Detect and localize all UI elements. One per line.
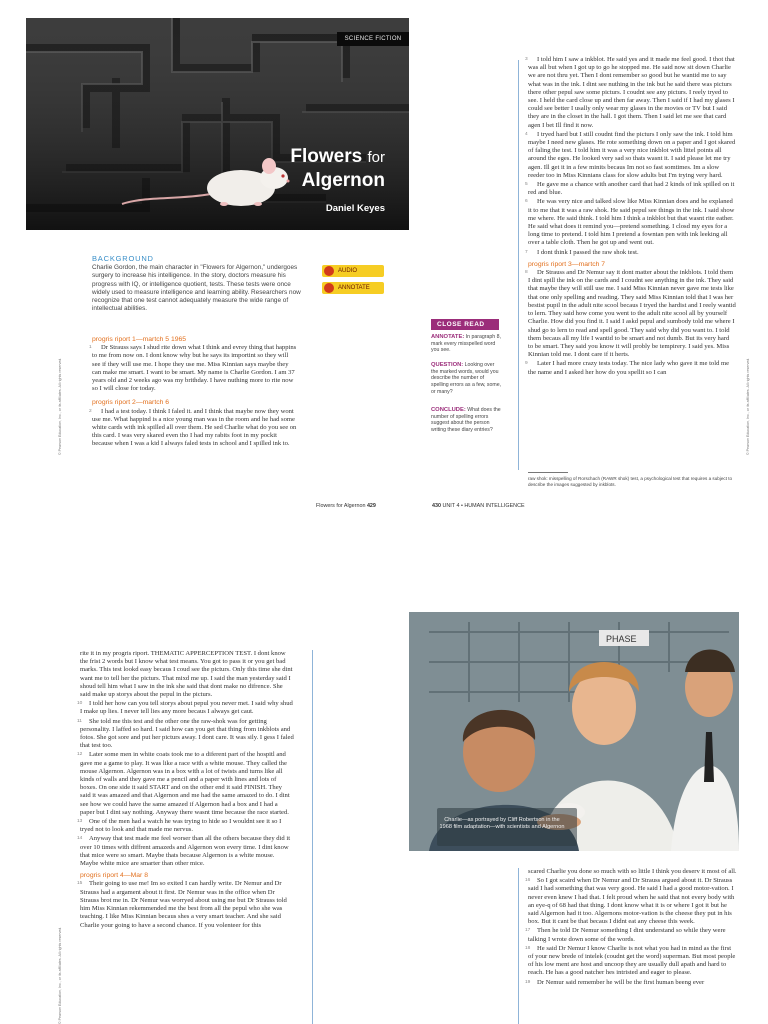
folio-429: Flowers for Algernon 429 (316, 503, 376, 509)
paragraph-16: 16 So I got scaird when Dr Nemur and Dr Strauss argued about it. Dr Strauss said I had something that was very good. He said I had a good motor-vation. I never even knew I had that. I felt proud when he said that not every body with an eye-q of 68 had that thing. I dont know what it is or where I got it but he said Algernon had it too. Algernons motor-vation is the cheese they put in his box. But it cant be that becaus I didnt eat any cheese this week. (525, 877, 735, 926)
background-heading: BACKGROUND (92, 254, 154, 263)
close-read-annotate: ANNOTATE: In paragraph 8, mark every misspelled word you see. (431, 334, 501, 354)
paragraph-3: 3 I told him I saw a inkblot. He said yes and it made me feel good. I thot that was all but when I got up to go he stopped me. He said now sit down Charlie we are not thru yet. Then I dont remember so good but he wantid me to say what was in the ink. I dint see nuthing in the ink but he said there was picturs there other pepul saw some picturs. I coudnt see any picturs. I reely tryed to see. I held the card close up and then far away. Then I said if I had my glases I could see better I usally only wear my glases in the movies or TV but I said they are in the closet in the hall. I got them. Then I said let me see that card agen I bet Ill find it now. (525, 56, 735, 129)
paragraph-1: 1 Dr Strauss says I shud rite down what I think and evrey thing that happins to me from now on. I dont know why but he says its importint so they will see if they will use me. I hope they use me. Miss Kinnian says maybe they can make me smart. I want to be smart. My name is Charlie Gordon. I am 37 years old and 2 weeks ago was my brithday. I have nuthing more to rite now so I will close for today. (89, 344, 297, 393)
genre-label: SCIENCE FICTION (337, 32, 409, 46)
film-still-photo (409, 612, 739, 851)
entry-heading-2: progris riport 2—martch 6 (92, 399, 170, 407)
margin-rule-431 (312, 650, 313, 1024)
paragraph-19: 19 Dr Nemur said remember he will be the first human beeng ever (525, 978, 705, 986)
paragraph-10: 10 I told her how can you tell storys about pepul you never met. I said why shud I make up lies. I never tell lies any more becaus I always get caut. (77, 700, 293, 716)
annotate-label: ANNOTATE (338, 285, 370, 291)
photo-caption: Charlie—as portrayed by Cliff Robertson in the 1968 film adaptation—with scientists and Algernon (439, 817, 565, 830)
page-431-body (77, 650, 294, 931)
paragraph-13: 13 One of the men had a watch he was trying to hide so I wouldnt see it so I tryed not to look and that made me nervus. (77, 818, 282, 834)
title-second: Algernon (301, 170, 385, 191)
entry-heading-3: progris riport 3—martch 7 (528, 260, 606, 268)
annotate-button[interactable] (322, 282, 384, 294)
copyright-vertical-left: © Pearson Education, Inc., or its affiliates. All rights reserved. (58, 357, 62, 455)
audio-label: AUDIO (338, 268, 358, 274)
background-text: Charlie Gordon, the main character in "Flowers for Algernon," undergoes surgery to increase his intelligence. In the story, doctors measure his progress with IQ, or intelligence quotient, tests. These tests were once widely used to measure intelligence and learning ability. Researchers now recognize that one test cannot adequately measure the wide range of intellectual abilities. (92, 264, 301, 313)
close-read-conclude: CONCLUDE: What does the number of spelling errors suggest about the person writing these diary entries? (431, 407, 501, 434)
title-for: for (367, 149, 385, 166)
paragraph-5: 5 He gave me a chance with another card that had 2 kinds of ink spilled on it red and blue. (525, 181, 735, 197)
paragraph-2: 2 I had a test today. I think I faled it. and I think that maybe now they wont use me. What happind is a nice young man was in the room and he had some white cards with ink spilled all over them. He sed Charlie what do you see on this card. I was very skared even tho I had my rabits foot in my pockit because when I was a kid I always faled tests in school and I spilled ink to. (89, 407, 297, 448)
title-main: Flowers (290, 146, 363, 167)
close-read-question: QUESTION: Looking over the marked words, would you describe the number of spelling errors as a few, some, or many? (431, 362, 502, 395)
folio-430: 430 UNIT 4 • HUMAN INTELLIGENCE (432, 503, 525, 509)
paragraph-8: 8 Dr Strauss and Dr Nemur say it dont matter about the inkblots. I told them I dint spill the ink on the cards and I coudnt see anything in the ink. They said that maybe they will still use me. I said Miss Kinnian never gave me tests like that one only spelling and reading. They said Miss Kinnian told that I was her bestist pupil in the adult nite scool becaus I tryed the hardist and I reely wantid to lern. They said how come you went to the adult nite scool all by yourself Charlie. How did you find it. I said I askd pepul and sumbody told me where I shud go to lern to read and spell good. They said why did you want to. I told them becaus all my life I wantid to be smart and not dumb. But its very hard to be smart. They said you know it will probly be tempirery. I said yes. Miss Kinnian told me. I dont care if it herts. (525, 269, 736, 359)
page-429-body (89, 336, 298, 450)
footnote-rule (528, 472, 568, 473)
paragraph-17: 17 Then he told Dr Nemur something I dint understand so while they were talking I wrote down some of the words. (525, 927, 726, 943)
audio-button[interactable] (322, 265, 384, 277)
paragraph-15-cont: scared Charlie you done so much with so little I think you deserv it most of all. (528, 868, 737, 875)
entry-heading-1: progris riport 1—martch 5 1965 (92, 336, 187, 343)
paragraph-18: 18 He said Dr Nemur I know Charlie is not what you had in mind as the first of your new brede of intelek (coudnt get the word) superman. But most people of his low ment are host and uncoop they are usually dull apath and hard to reach. He has a good natcher hes intristed and eager to please. (525, 944, 736, 977)
paragraph-9: 9 Later I had more crazy tests today. The nice lady who gave it me told me the name and I asked her how do you spellit so I can (525, 360, 730, 376)
phase-sign: PHASE (606, 634, 637, 644)
paragraph-6: 6 He was very nice and talked slow like Miss Kinnian does and he explaned it to me that it was a raw shok. He said pepul see things in the ink. I said show me where. He said think. I told him I think a inkblot but that wasnt rite eather. He said what does it remind you—pretend something. I closd my eyes for a long time to pretend. I told him I pretend a fowntan pen with ink leeking all over a table cloth. Then he got up and went out. (525, 198, 735, 247)
copyright-vertical-431: © Pearson Education, Inc., or its affiliates. All rights reserved. (58, 926, 62, 1024)
author-name: Daniel Keyes (325, 203, 385, 214)
paragraph-12: 12 Later some men in white coats took me to a diferent part of the hospitl and gave me a game to play. It was like a race with a white mouse. They called the mouse Algernon. Algernon was in a box with a lot of twists and turns like all kinds of walls and they gave me a pencil and a paper with lines and lots of boxes. On one side it said START and on the other end it said FINISH. They said it was amazed and that Algernon and me had the same amazed to do. I dint see how we could have the same amazed if Algernon had a box and I had a paper but I dint say nothing. Anyway there wasnt time because the race started. (77, 751, 290, 816)
title-hero (26, 18, 409, 230)
paragraph-7: 7 I dont think I passed the raw shok test. (525, 248, 639, 256)
paragraph-9-cont: rite it in my progris riport. THEMATIC APPERCEPTION TEST. I dont know the frist 2 words but I know what test means. You got to pass it or you get bad marks. This test lookd easy becaus I coud see the picturs. Only this time she dint want me to tell her the picturs. That mixd me up. I said the man yesterday said I shoud tell him what I saw in the ink she said that dont make no difrence. She said make up storys about the pepul in the picturs. (80, 650, 293, 699)
page-432-body (525, 868, 738, 988)
paragraph-15: 15 Their going to use me! Im so exited I can hardly write. Dr Nemur and Dr Strauss had a argament about it first. Dr Nemur was in the office when Dr Strauss brot me in. Dr Nemur was worryed about using me but Dr Strauss told him Miss Kinnian rekemmended me the best from all the pepul who she was teaching. I like Miss Kinnian becaus shes a very smart teacher. And she said Charlie your going to have a second chance. If you volenteer for this (77, 880, 287, 929)
margin-rule-430 (518, 60, 519, 470)
story-title (290, 146, 385, 214)
paragraph-4: 4 I tryed hard but I still coudnt find the picturs I only saw the ink. I told him maybe I need new glases. He rote something down on a paper and I got skared of faling the test. I told him it was a very nice inkblot with littel points all around the eges. He looked very sad so thats wasnt it. I said please let me try agen. Ill get it in a few minits becaus Im not so fast somtimes. Im a slow reeder too in Miss Kinnians class for slow adults but I'm trying very hard. (525, 130, 736, 179)
pencil-icon (324, 283, 334, 293)
copyright-vertical-right: © Pearson Education, Inc., or its affiliates. All rights reserved. (746, 357, 750, 455)
footnote-raw-shok: raw shok: misspelling of Rorschach (RAWR shok) test, a psychological test that requires a subject to describe the images suggested by inkblots. (528, 476, 733, 487)
entry-heading-4: progris riport 4—Mar 8 (80, 872, 148, 880)
paragraph-14: 14 Anyway that test made me feel worser than all the others because they did it over 10 times with diffrent amazeds and Algernon won every time. I dint know that mice were so smart. Maybe thats because Algernon is a white mouse. Maybe white mice are smarter than other mice. (77, 835, 291, 868)
paragraph-11: 11 She told me this test and the other one the raw-shok was for getting personality. I laffed so hard. I said how can you get that thing from inkblots and fotos. She got sore and put her picturs away. I dont care. It was sily. I gess I faled that test too. (77, 717, 294, 750)
speaker-icon (324, 266, 334, 276)
page-430-body (525, 56, 736, 378)
close-read-tag: CLOSE READ (431, 319, 499, 330)
